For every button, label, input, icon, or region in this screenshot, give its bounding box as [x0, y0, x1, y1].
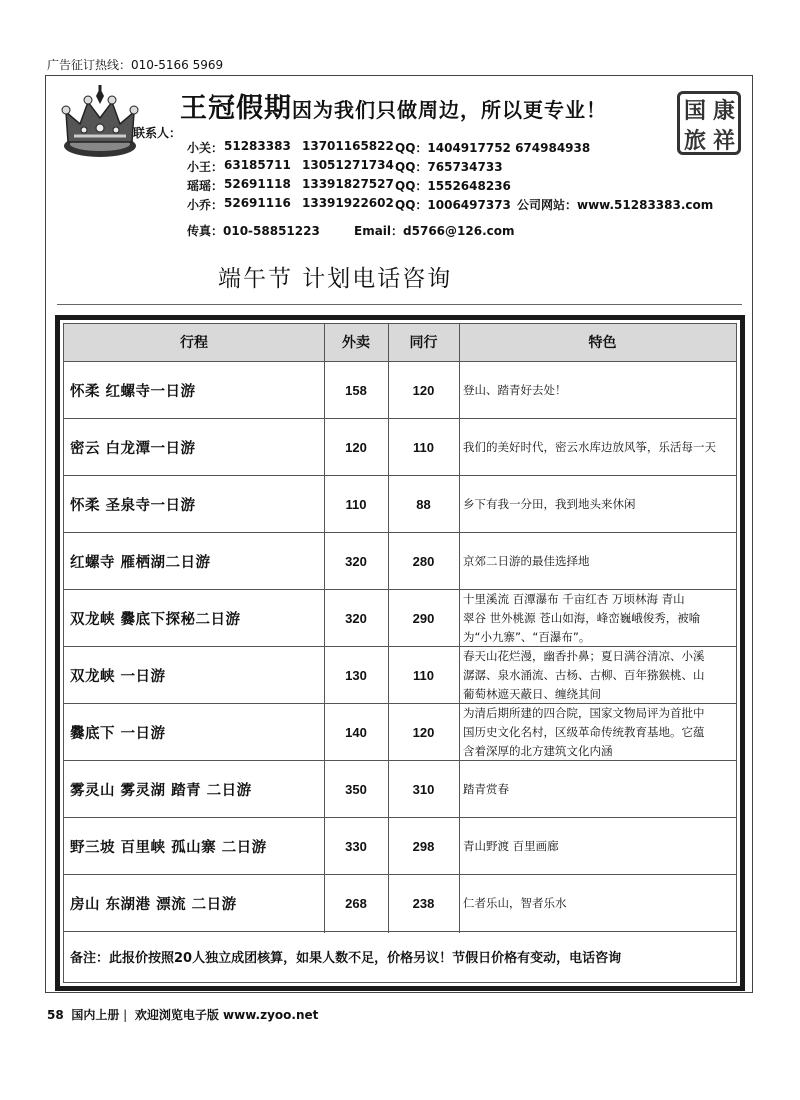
feature-cell — [459, 704, 746, 760]
feature-line: 青山野渡 百里画廊 — [463, 838, 559, 853]
column-divider — [459, 324, 460, 933]
route-cell: 怀柔 红螺寺一日游 — [70, 383, 196, 400]
table-row — [64, 476, 736, 533]
retail-price-cell: 120 — [345, 439, 367, 455]
feature-cell — [459, 818, 746, 874]
trade-price-cell: 88 — [416, 496, 431, 512]
feature-cell — [459, 362, 746, 418]
trade-price-cell: 290 — [412, 610, 435, 626]
route-cell: 爨底下 一日游 — [70, 725, 166, 742]
route-cell: 红螺寺 雁栖湖二日游 — [70, 554, 211, 571]
feature-line: 翠谷 世外桃源 苍山如海，峰峦巍峨俊秀，被喻 — [463, 610, 701, 625]
ad-hotline: 广告征订热线：010-5166 5969 — [47, 58, 224, 72]
feature-cell — [459, 761, 746, 817]
contact-label: 联系人： — [133, 126, 182, 140]
feature-line: 我们的美好时代，密云水库边放风筝，乐活每一天 — [463, 439, 716, 454]
route-cell: 密云 白龙潭一日游 — [70, 440, 196, 457]
feature-cell — [459, 476, 746, 532]
trade-price-cell: 310 — [412, 781, 435, 797]
header-feature: 特色 — [588, 335, 617, 351]
retail-price-cell: 140 — [345, 724, 367, 740]
route-cell: 房山 东湖港 漂流 二日游 — [70, 896, 237, 913]
feature-line: 潺潺、泉水涌流、古杨、古柳、百年猕猴桃、山 — [463, 667, 705, 682]
table-row — [64, 704, 736, 761]
divider — [57, 304, 742, 305]
brand-header — [180, 86, 607, 125]
route-cell: 怀柔 圣泉寺一日游 — [70, 497, 196, 514]
trade-price-cell: 280 — [412, 553, 435, 569]
feature-cell — [459, 590, 746, 646]
header-route: 行程 — [180, 335, 208, 351]
table-header — [64, 324, 736, 362]
trade-price-cell: 120 — [412, 724, 435, 740]
header-retail: 外卖 — [342, 335, 370, 351]
fax-email-line — [187, 222, 515, 239]
table-row — [64, 818, 736, 875]
table-row — [64, 875, 736, 932]
fax-number: 传真：010-58851223 — [187, 224, 320, 238]
trade-price-cell: 120 — [412, 382, 435, 398]
footer-text: 欢迎浏览电子版 www.zyoo.net — [134, 1008, 319, 1022]
page-title: 端午节 计划电话咨询 — [218, 266, 453, 292]
retail-price-cell: 110 — [345, 496, 367, 512]
route-cell: 双龙峡 一日游 — [70, 668, 166, 685]
trade-price-cell: 298 — [412, 838, 435, 854]
table-note: 备注：此报价按照20人独立成团核算，如果人数不足，价格另议！节假日价格有变动，电话咨询 — [70, 951, 622, 966]
trade-price-cell: 238 — [412, 895, 435, 911]
feature-line: 春天山花烂漫，幽香扑鼻；夏日满谷清凉、小溪 — [463, 648, 705, 663]
trade-price-cell: 110 — [413, 667, 434, 683]
footer-section: 国内上册 — [71, 1008, 120, 1022]
feature-line: 含着深厚的北方建筑文化内涵 — [463, 743, 613, 758]
feature-line: 乡下有我一分田，我到地头来休闲 — [463, 496, 636, 511]
brand-slogan: 因为我们只做周边，所以更专业！ — [292, 98, 607, 122]
retail-price-cell: 130 — [345, 667, 367, 683]
feature-line: 十里溪流 百潭瀑布 千亩红杏 万顷林海 青山 — [463, 591, 685, 606]
feature-cell — [459, 419, 746, 475]
trade-price-cell: 110 — [413, 439, 434, 455]
table-row — [64, 362, 736, 419]
retail-price-cell: 320 — [345, 553, 367, 569]
table-row — [64, 533, 736, 590]
retail-price-cell: 330 — [345, 838, 367, 854]
feature-line: 为“小九寨”、“百瀑布”。 — [463, 629, 591, 644]
feature-line: 仁者乐山，智者乐水 — [463, 895, 567, 910]
feature-cell — [459, 647, 746, 703]
company-seal: 国 康 旅 祥 — [677, 91, 741, 155]
company-website[interactable]: 公司网站：www.51283383.com — [517, 198, 714, 212]
table-row — [64, 647, 736, 704]
route-cell: 野三坡 百里峡 孤山寨 二日游 — [70, 839, 267, 856]
table-row — [64, 419, 736, 476]
column-divider — [324, 324, 325, 933]
retail-price-cell: 268 — [345, 895, 367, 911]
retail-price-cell: 158 — [345, 382, 367, 398]
feature-line: 踏青赏春 — [463, 781, 509, 796]
page-number: 58 — [47, 1008, 64, 1022]
table-row — [64, 590, 736, 647]
feature-line: 登山、踏青好去处！ — [463, 382, 567, 397]
retail-price-cell: 350 — [345, 781, 367, 797]
feature-line: 京郊二日游的最佳选择地 — [463, 553, 590, 568]
feature-line: 为清后期所建的四合院，国家文物局评为首批中 — [463, 705, 705, 720]
crown-logo-icon — [60, 84, 140, 160]
feature-line: 葡萄林遮天蔽日、缠绕其间 — [463, 686, 601, 701]
table-row — [64, 761, 736, 818]
retail-price-cell: 320 — [345, 610, 367, 626]
feature-cell — [459, 875, 746, 931]
header-trade: 同行 — [409, 335, 438, 351]
route-cell: 雾灵山 雾灵湖 踏青 二日游 — [70, 782, 252, 799]
brand-name: 王冠假期 — [180, 93, 292, 124]
email-address[interactable]: Email：d5766@126.com — [354, 224, 515, 238]
feature-line: 国历史文化名村，区级革命传统教育基地。它蕴 — [463, 724, 705, 739]
page-footer: 58 国内上册 | 欢迎浏览电子版 www.zyoo.net — [47, 1008, 319, 1022]
itinerary-table — [55, 315, 745, 991]
column-divider — [388, 324, 389, 933]
route-cell: 双龙峡 爨底下探秘二日游 — [70, 611, 241, 628]
feature-cell — [459, 533, 746, 589]
